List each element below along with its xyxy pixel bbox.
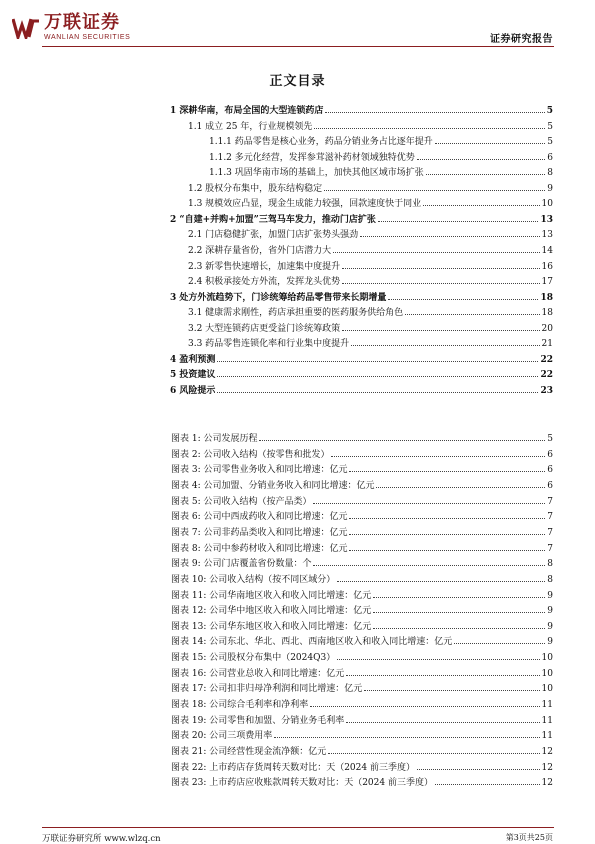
figure-entry-page: 7 [547, 543, 553, 554]
toc-entry-title: 1.1.3 巩固华南市场的基础上，加快其他区域市场扩张 [209, 168, 424, 179]
figure-entry-page: 11 [541, 715, 553, 726]
toc-entry[interactable] [170, 102, 553, 116]
figure-entry-page: 8 [547, 559, 553, 570]
figure-entry-title: 图表 20: 公司三项费用率 [171, 731, 273, 742]
toc-entry[interactable] [188, 258, 553, 272]
figure-entry-page: 10 [541, 684, 553, 695]
figure-entry[interactable] [171, 712, 553, 726]
toc-entry-title: 1.2 股权分布集中，股东结构稳定 [188, 183, 323, 194]
toc-entry-page: 22 [540, 354, 553, 365]
toc-entry-page: 20 [541, 323, 553, 334]
dot-leader [364, 690, 539, 691]
report-type-label: 证券研究报告 [490, 34, 553, 45]
toc-entry-title: 1 深耕华南，布局全国的大型连锁药店 [170, 106, 324, 116]
figure-entry[interactable] [171, 571, 553, 585]
dot-leader [435, 143, 546, 144]
figure-entry-page: 7 [547, 512, 553, 523]
footer-source: 万联证券研究所 www.wlzq.cn [42, 834, 161, 844]
dot-leader [417, 769, 540, 770]
figure-entry-page: 12 [541, 778, 553, 789]
figure-entry-title: 图表 18: 公司综合毛利率和净利率 [171, 700, 309, 711]
figure-entry-title: 图表 3: 公司零售业务收入和同比增速：亿元 [171, 465, 348, 476]
figure-entry-title: 图表 22: 上市药店存货周转天数对比：天（2024 前三季度） [171, 762, 415, 773]
toc-entry[interactable] [188, 304, 553, 318]
toc-entry-page: 5 [546, 106, 553, 116]
dot-leader [373, 597, 545, 598]
company-logo [12, 14, 130, 41]
dot-leader [373, 612, 545, 613]
toc-entry-title: 6 风险提示 [170, 385, 216, 396]
figure-entry-title: 图表 8: 公司中参药材收入和同比增速：亿元 [171, 543, 348, 554]
dot-leader [259, 440, 545, 441]
figure-entry-title: 图表 21: 公司经营性现金流净额：亿元 [171, 747, 327, 757]
dot-leader [313, 503, 545, 504]
figure-entry[interactable] [171, 461, 553, 475]
figure-entry-title: 图表 12: 公司华中地区收入和收入同比增速：亿元 [171, 606, 372, 617]
toc-entry-page: 23 [540, 385, 553, 396]
figure-entry[interactable] [171, 759, 553, 773]
figure-entry-page: 10 [541, 668, 553, 679]
dot-leader [217, 376, 538, 377]
dot-leader [349, 471, 545, 472]
wanlian-logo-icon [12, 17, 40, 39]
toc-entry[interactable] [188, 242, 553, 256]
dot-leader [373, 628, 545, 629]
dot-leader [313, 565, 545, 566]
toc-entry-page: 17 [541, 277, 553, 288]
figure-entry[interactable] [171, 633, 553, 647]
toc-entry[interactable] [188, 180, 553, 194]
toc-entry[interactable] [209, 133, 553, 147]
figure-entry-title: 图表 14: 公司东北、华北、西北、西南地区收入和收入同比增速：亿元 [171, 637, 453, 648]
figure-entry-title: 图表 9: 公司门店覆盖省份数量：个 [171, 559, 312, 570]
figure-entry-page: 6 [547, 449, 553, 460]
figure-entry-page: 8 [547, 574, 553, 585]
toc-entry-title: 3.1 健康需求刚性，药店承担重要的医药服务供给角色 [188, 308, 404, 319]
toc-entry[interactable] [188, 335, 553, 349]
figure-entry[interactable] [171, 602, 553, 616]
figure-entry[interactable] [171, 524, 553, 538]
page-header [0, 0, 595, 50]
figure-entry-title: 图表 11: 公司华南地区收入和收入同比增速：亿元 [171, 590, 372, 601]
toc-entry-title: 1.1 成立 25 年，行业规模领先 [188, 121, 313, 132]
dot-leader [337, 659, 539, 660]
toc-entry-page: 13 [540, 214, 553, 225]
figure-entry[interactable] [171, 649, 553, 663]
toc-entry-page: 22 [540, 370, 553, 381]
figure-entry-page: 9 [547, 606, 553, 617]
toc-entry-title: 5 投资建议 [170, 370, 216, 381]
dot-leader [388, 299, 538, 300]
dot-leader [435, 784, 540, 785]
dot-leader [342, 268, 539, 269]
figure-entry-title: 图表 2: 公司收入结构（按零售和批发） [171, 449, 330, 460]
figure-entry-title: 图表 10: 公司收入结构（按不同区域分） [171, 574, 336, 585]
dot-leader [331, 456, 545, 457]
dot-leader [351, 345, 539, 346]
page-number: 第3页共25页 [505, 833, 553, 842]
figure-entry[interactable] [171, 477, 553, 491]
toc-entry-page: 16 [541, 261, 553, 272]
dot-leader [342, 330, 539, 331]
figure-entry[interactable] [171, 680, 553, 694]
dot-leader [346, 722, 539, 723]
figure-entry[interactable] [171, 555, 553, 569]
dot-leader [346, 675, 539, 676]
dot-leader [337, 581, 545, 582]
footer-divider [42, 827, 554, 828]
figure-entry[interactable] [171, 618, 553, 632]
dot-leader [376, 487, 545, 488]
figure-entry-page: 10 [541, 653, 553, 664]
figure-entry-title: 图表 6: 公司中西成药收入和同比增速：亿元 [171, 512, 348, 523]
dot-leader [423, 205, 539, 206]
toc-entry-page: 5 [547, 137, 553, 148]
dot-leader [454, 643, 545, 644]
toc-entry[interactable] [170, 366, 553, 380]
dot-leader [349, 534, 545, 535]
figure-entry-title: 图表 17: 公司扣非归母净利润和同比增速：亿元 [171, 684, 363, 695]
dot-leader [333, 252, 539, 253]
figure-entry-page: 7 [547, 527, 553, 538]
dot-leader [360, 236, 539, 237]
toc-entry[interactable] [188, 118, 553, 132]
figure-entry[interactable] [171, 743, 553, 757]
figure-entry-title: 图表 15: 公司股权分布集中（2024Q3） [171, 653, 336, 664]
figure-entry[interactable] [171, 446, 553, 460]
toc-entry-title: 2.2 深耕存量省份，省外门店潜力大 [188, 245, 332, 256]
toc-entry-page: 21 [541, 339, 553, 350]
toc-entry[interactable] [188, 195, 553, 209]
toc-entry-title: 3.2 大型连锁药店更受益门诊统筹政策 [188, 323, 341, 334]
toc-entry-title: 4 盈利预测 [170, 354, 216, 365]
dot-leader [342, 283, 539, 284]
toc-entry-page: 5 [547, 121, 553, 132]
figure-entry-title: 图表 23: 上市药店应收账款周转天数对比：天（2024 前三季度） [171, 778, 433, 789]
toc-entry[interactable] [209, 149, 553, 163]
toc-entry-page: 14 [541, 245, 553, 256]
figure-entry-page: 7 [547, 496, 553, 507]
figure-entry-title: 图表 13: 公司华东地区收入和收入同比增速：亿元 [171, 621, 372, 632]
figure-entry[interactable] [171, 540, 553, 554]
figure-entry-page: 5 [547, 434, 553, 444]
toc-entry[interactable] [170, 351, 553, 365]
dot-leader [405, 314, 539, 315]
dot-leader [314, 128, 545, 129]
figure-entry[interactable] [171, 665, 553, 679]
toc-entry[interactable] [209, 164, 553, 178]
toc-entry-page: 10 [541, 199, 553, 210]
figure-entry[interactable] [171, 774, 553, 788]
figure-entry[interactable] [171, 727, 553, 741]
toc-entry[interactable] [188, 320, 553, 334]
dot-leader [274, 737, 539, 738]
dot-leader [426, 174, 546, 175]
toc-entry-page: 18 [541, 308, 553, 319]
dot-leader [378, 221, 539, 222]
dot-leader [328, 753, 539, 754]
toc-entry-title: 2.3 新零售快速增长，加速集中度提升 [188, 261, 341, 272]
toc-entry-page: 6 [547, 152, 553, 163]
figure-entry-page: 9 [547, 621, 553, 632]
toc-entry-title: 3.3 药品零售连锁化率和行业集中度提升 [188, 339, 350, 350]
figure-entry-page: 6 [547, 480, 553, 491]
toc-entry-title: 1.1.2 多元化经营，发挥参茸滋补药材领域独特优势 [209, 152, 415, 163]
figure-entry[interactable] [171, 493, 553, 507]
dot-leader [324, 190, 545, 191]
toc-entry-page: 8 [547, 168, 553, 179]
toc-entry-title: 3 处方外流趋势下，门诊统筹给药品零售带来长期增量 [170, 292, 387, 303]
toc-entry-title: 2 “自建+并购+加盟”三驾马车发力，推动门店扩张 [170, 214, 376, 225]
figure-entry[interactable] [171, 508, 553, 522]
dot-leader [325, 112, 544, 113]
figure-entry-page: 12 [541, 747, 553, 757]
toc-entry[interactable] [170, 211, 553, 225]
toc-entry[interactable] [188, 273, 553, 287]
figure-entry[interactable] [171, 587, 553, 601]
figure-entry-title: 图表 19: 公司零售和加盟、分销业务毛利率 [171, 715, 345, 726]
dot-leader [349, 550, 545, 551]
dot-leader [417, 159, 546, 160]
figure-entry[interactable] [171, 696, 553, 710]
toc-entry-title: 2.4 积极承接处方外流，发挥龙头优势 [188, 277, 341, 288]
toc-entry-page: 13 [541, 230, 553, 241]
dot-leader [217, 361, 538, 362]
logo-chinese-name: 万联证券 [44, 12, 120, 33]
figure-entry-page: 9 [547, 590, 553, 601]
figure-entry-title: 图表 16: 公司营业总收入和同比增速：亿元 [171, 668, 345, 679]
toc-entry-page: 18 [540, 292, 553, 303]
logo-english-name: WANLIAN SECURITIES [44, 34, 131, 41]
toc-entry-title: 1.1.1 药品零售是核心业务，药品分销业务占比逐年提升 [209, 137, 433, 148]
toc-entry[interactable] [188, 226, 553, 240]
figure-entry-title: 图表 7: 公司非药品类收入和同比增速：亿元 [171, 527, 348, 538]
toc-entry[interactable] [170, 382, 553, 396]
figure-entry-page: 12 [541, 762, 553, 773]
toc-entry-title: 1.3 规模效应凸显，现金生成能力较强，回款速度快于同业 [188, 199, 422, 210]
figure-entry-title: 图表 5: 公司收入结构（按产品类） [171, 496, 312, 507]
toc-entry[interactable] [170, 289, 553, 303]
page-title: 正文目录 [269, 74, 326, 89]
dot-leader [349, 518, 545, 519]
header-divider [42, 46, 554, 47]
figure-entry-title: 图表 4: 公司加盟、分销业务收入和同比增速：亿元 [171, 480, 375, 491]
figure-entry-page: 6 [547, 465, 553, 476]
figure-entry[interactable] [171, 430, 553, 444]
figure-entry-title: 图表 1: 公司发展历程 [171, 434, 258, 444]
figure-entry-page: 11 [541, 700, 553, 711]
dot-leader [217, 392, 538, 393]
figure-entry-page: 9 [547, 637, 553, 648]
dot-leader [310, 706, 539, 707]
toc-entry-page: 9 [547, 183, 553, 194]
figure-entry-page: 11 [541, 731, 553, 742]
toc-entry-title: 2.1 门店稳健扩张，加盟门店扩张势头强劲 [188, 230, 359, 241]
